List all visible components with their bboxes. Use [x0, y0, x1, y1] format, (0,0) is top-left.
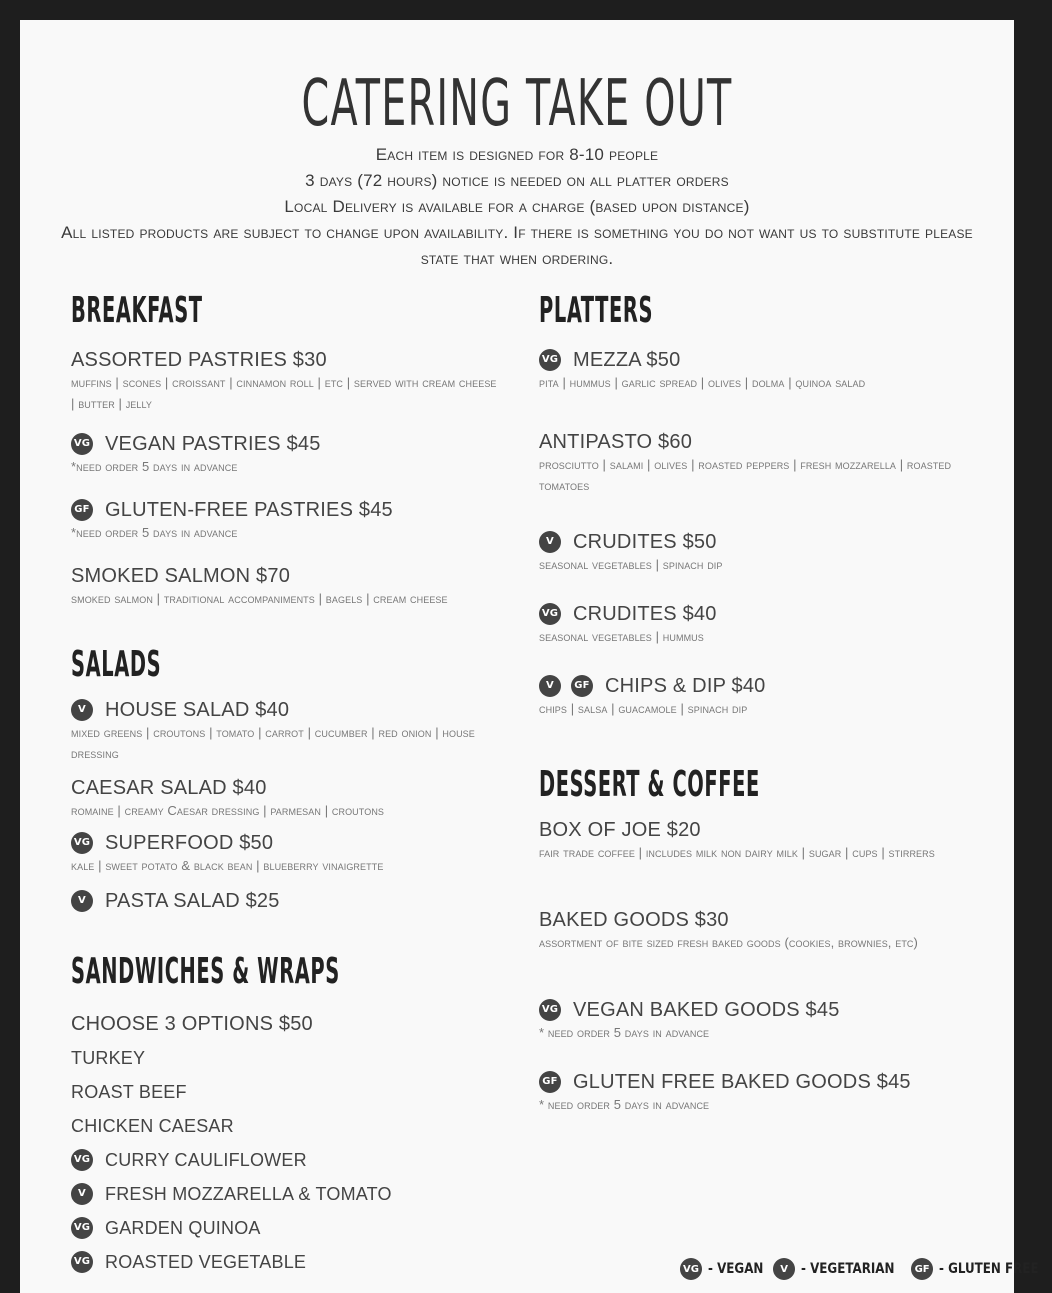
menu-page [20, 20, 1039, 1293]
vegetarian-badge-icon: V [71, 890, 93, 912]
item-name-row [539, 674, 959, 698]
item-name: GLUTEN FREE BAKED GOODS $45 [573, 1071, 911, 1093]
item-name: BOX OF JOE $20 [539, 819, 701, 841]
vegetarian-badge-icon: V [71, 1183, 93, 1205]
vegetarian-badge-icon: V [539, 675, 561, 697]
item-name: CRUDITES $50 [573, 531, 717, 553]
menu-item [539, 430, 959, 530]
item-name-row [539, 998, 959, 1022]
menu-item [539, 674, 959, 756]
menu-item [539, 348, 959, 430]
item-description: prosciutto | salami | olives | roasted peppers | fresh mozzarella | roasted tomatoes [539, 457, 952, 493]
item-name: PASTA SALAD $25 [105, 890, 280, 912]
vegan-badge-icon: VG [539, 349, 561, 371]
item-name-row [71, 698, 501, 722]
dessert-heading: DESSERT & COFFEE [539, 764, 760, 805]
menu-item [71, 776, 501, 831]
gluten-free-badge-icon: GF [911, 1258, 933, 1280]
menu-item [539, 530, 959, 602]
menu-item [539, 1070, 959, 1130]
sandwich-option-row [71, 1177, 501, 1211]
item-name: MEZZA $50 [573, 349, 681, 371]
item-description: fair trade coffee | includes milk non dairy milk | sugar | cups | stirrers [539, 845, 935, 860]
sandwich-option-row [71, 1211, 501, 1245]
item-name: VEGAN BAKED GOODS $45 [573, 999, 840, 1021]
sandwich-choose-label: CHOOSE 3 OPTIONS $50 [71, 1013, 313, 1035]
item-description: *need order 5 days in advance [71, 459, 238, 474]
item-name: CHIPS & DIP $40 [605, 675, 766, 697]
menu-item [539, 998, 959, 1070]
vegan-badge-icon: VG [71, 433, 93, 455]
menu-item [71, 498, 501, 564]
left-column [71, 290, 501, 1279]
sandwich-option: GARDEN QUINOA [105, 1218, 261, 1238]
legend-vegan-label: - VEGAN [708, 1261, 764, 1277]
sandwich-option-row [71, 1143, 501, 1177]
item-name-row [71, 498, 501, 522]
item-name: GLUTEN-FREE PASTRIES $45 [105, 499, 393, 521]
item-name: ANTIPASTO $60 [539, 431, 693, 453]
gluten-free-badge-icon: GF [539, 1071, 561, 1093]
menu-item [539, 818, 959, 908]
item-name: ASSORTED PASTRIES $30 [71, 349, 327, 371]
right-column [539, 290, 959, 1130]
item-description: smoked salmon | traditional accompaniments | bagels | cream cheese [71, 591, 448, 606]
item-name: SMOKED SALMON $70 [71, 565, 291, 587]
menu-item [71, 831, 501, 889]
item-description: mixed greens | croutons | tomato | carrot | cucumber | red onion | house dressing [71, 725, 475, 761]
item-name: CRUDITES $40 [573, 603, 717, 625]
menu-item [71, 698, 501, 776]
platters-heading: PLATTERS [539, 290, 654, 331]
menu-item [71, 564, 501, 644]
intro-notes [60, 142, 974, 272]
gluten-free-badge-icon: GF [571, 675, 593, 697]
sandwich-option: ROAST BEEF [71, 1082, 187, 1102]
item-name-row [539, 530, 959, 554]
item-name: VEGAN PASTRIES $45 [105, 433, 321, 455]
item-description: kale | sweet potato & black bean | blueberry vinaigrette [71, 858, 384, 873]
intro-line: 3 days (72 hours) notice is needed on all platter orders [305, 171, 729, 190]
sandwich-option: TURKEY [71, 1048, 146, 1068]
item-name-row [71, 432, 501, 456]
dietary-legend [680, 1258, 1052, 1280]
item-name-row [71, 889, 501, 913]
vegan-badge-icon: VG [680, 1258, 702, 1280]
breakfast-heading: BREAKFAST [71, 290, 203, 331]
vegan-badge-icon: VG [71, 1217, 93, 1239]
intro-line: All listed products are subject to change upon availability. If there is something you do not want us to substitute please state that when ordering. [61, 223, 973, 268]
vegan-badge-icon: VG [539, 603, 561, 625]
sandwiches-heading: SANDWICHES & WRAPS [71, 951, 340, 992]
item-description: romaine | creamy Caesar dressing | parmesan | croutons [71, 803, 385, 818]
item-name: SUPERFOOD $50 [105, 832, 274, 854]
item-name: HOUSE SALAD $40 [105, 699, 290, 721]
sandwich-option: ROASTED VEGETABLE [105, 1252, 307, 1272]
vegan-badge-icon: VG [71, 1149, 93, 1171]
intro-line: Each item is designed for 8-10 people [375, 145, 659, 164]
sandwich-option: FRESH MOZZARELLA & TOMATO [105, 1184, 392, 1204]
sandwich-option: CURRY CAULIFLOWER [105, 1150, 307, 1170]
item-name: BAKED GOODS $30 [539, 909, 729, 931]
intro-line: Local Delivery is available for a charge (based upon distance) [284, 197, 750, 216]
item-description: assortment of bite sized fresh baked goods (cookies, brownies, etc) [539, 935, 918, 950]
vegetarian-badge-icon: V [71, 699, 93, 721]
item-description: muffins | scones | croissant | cinnamon roll | etc | served with cream cheese | butter | jelly [71, 375, 497, 411]
sandwich-option-row [71, 1245, 501, 1279]
item-name-row [539, 1070, 959, 1094]
menu-item [71, 432, 501, 498]
item-description: *need order 5 days in advance [71, 525, 238, 540]
gluten-free-badge-icon: GF [71, 499, 93, 521]
item-name-row [539, 348, 959, 372]
item-name-row [539, 602, 959, 626]
vegetarian-badge-icon: V [539, 531, 561, 553]
menu-item [71, 348, 501, 432]
menu-item [539, 602, 959, 674]
item-description: seasonal vegetables | spinach dip [539, 557, 723, 572]
item-description: * need order 5 days in advance [539, 1097, 710, 1112]
item-description: * need order 5 days in advance [539, 1025, 710, 1040]
vegan-badge-icon: VG [71, 832, 93, 854]
item-description: chips | salsa | guacamole | spinach dip [539, 701, 748, 716]
item-description: seasonal vegetables | hummus [539, 629, 704, 644]
vegan-badge-icon: VG [71, 1251, 93, 1273]
item-name-row [71, 831, 501, 855]
salads-heading: SALADS [71, 644, 162, 685]
legend-gluten-free-label: - GLUTEN FREE [939, 1261, 1039, 1277]
vegetarian-badge-icon: V [773, 1258, 795, 1280]
sandwich-option: CHICKEN CAESAR [71, 1116, 234, 1136]
vegan-badge-icon: VG [539, 999, 561, 1021]
menu-item [539, 908, 959, 998]
item-name: CAESAR SALAD $40 [71, 777, 267, 799]
page-title: CATERING TAKE OUT [301, 67, 733, 141]
item-description: pita | hummus | garlic spread | olives | dolma | quinoa salad [539, 375, 866, 390]
menu-item [71, 889, 501, 951]
legend-vegetarian-label: - VEGETARIAN [801, 1261, 895, 1277]
